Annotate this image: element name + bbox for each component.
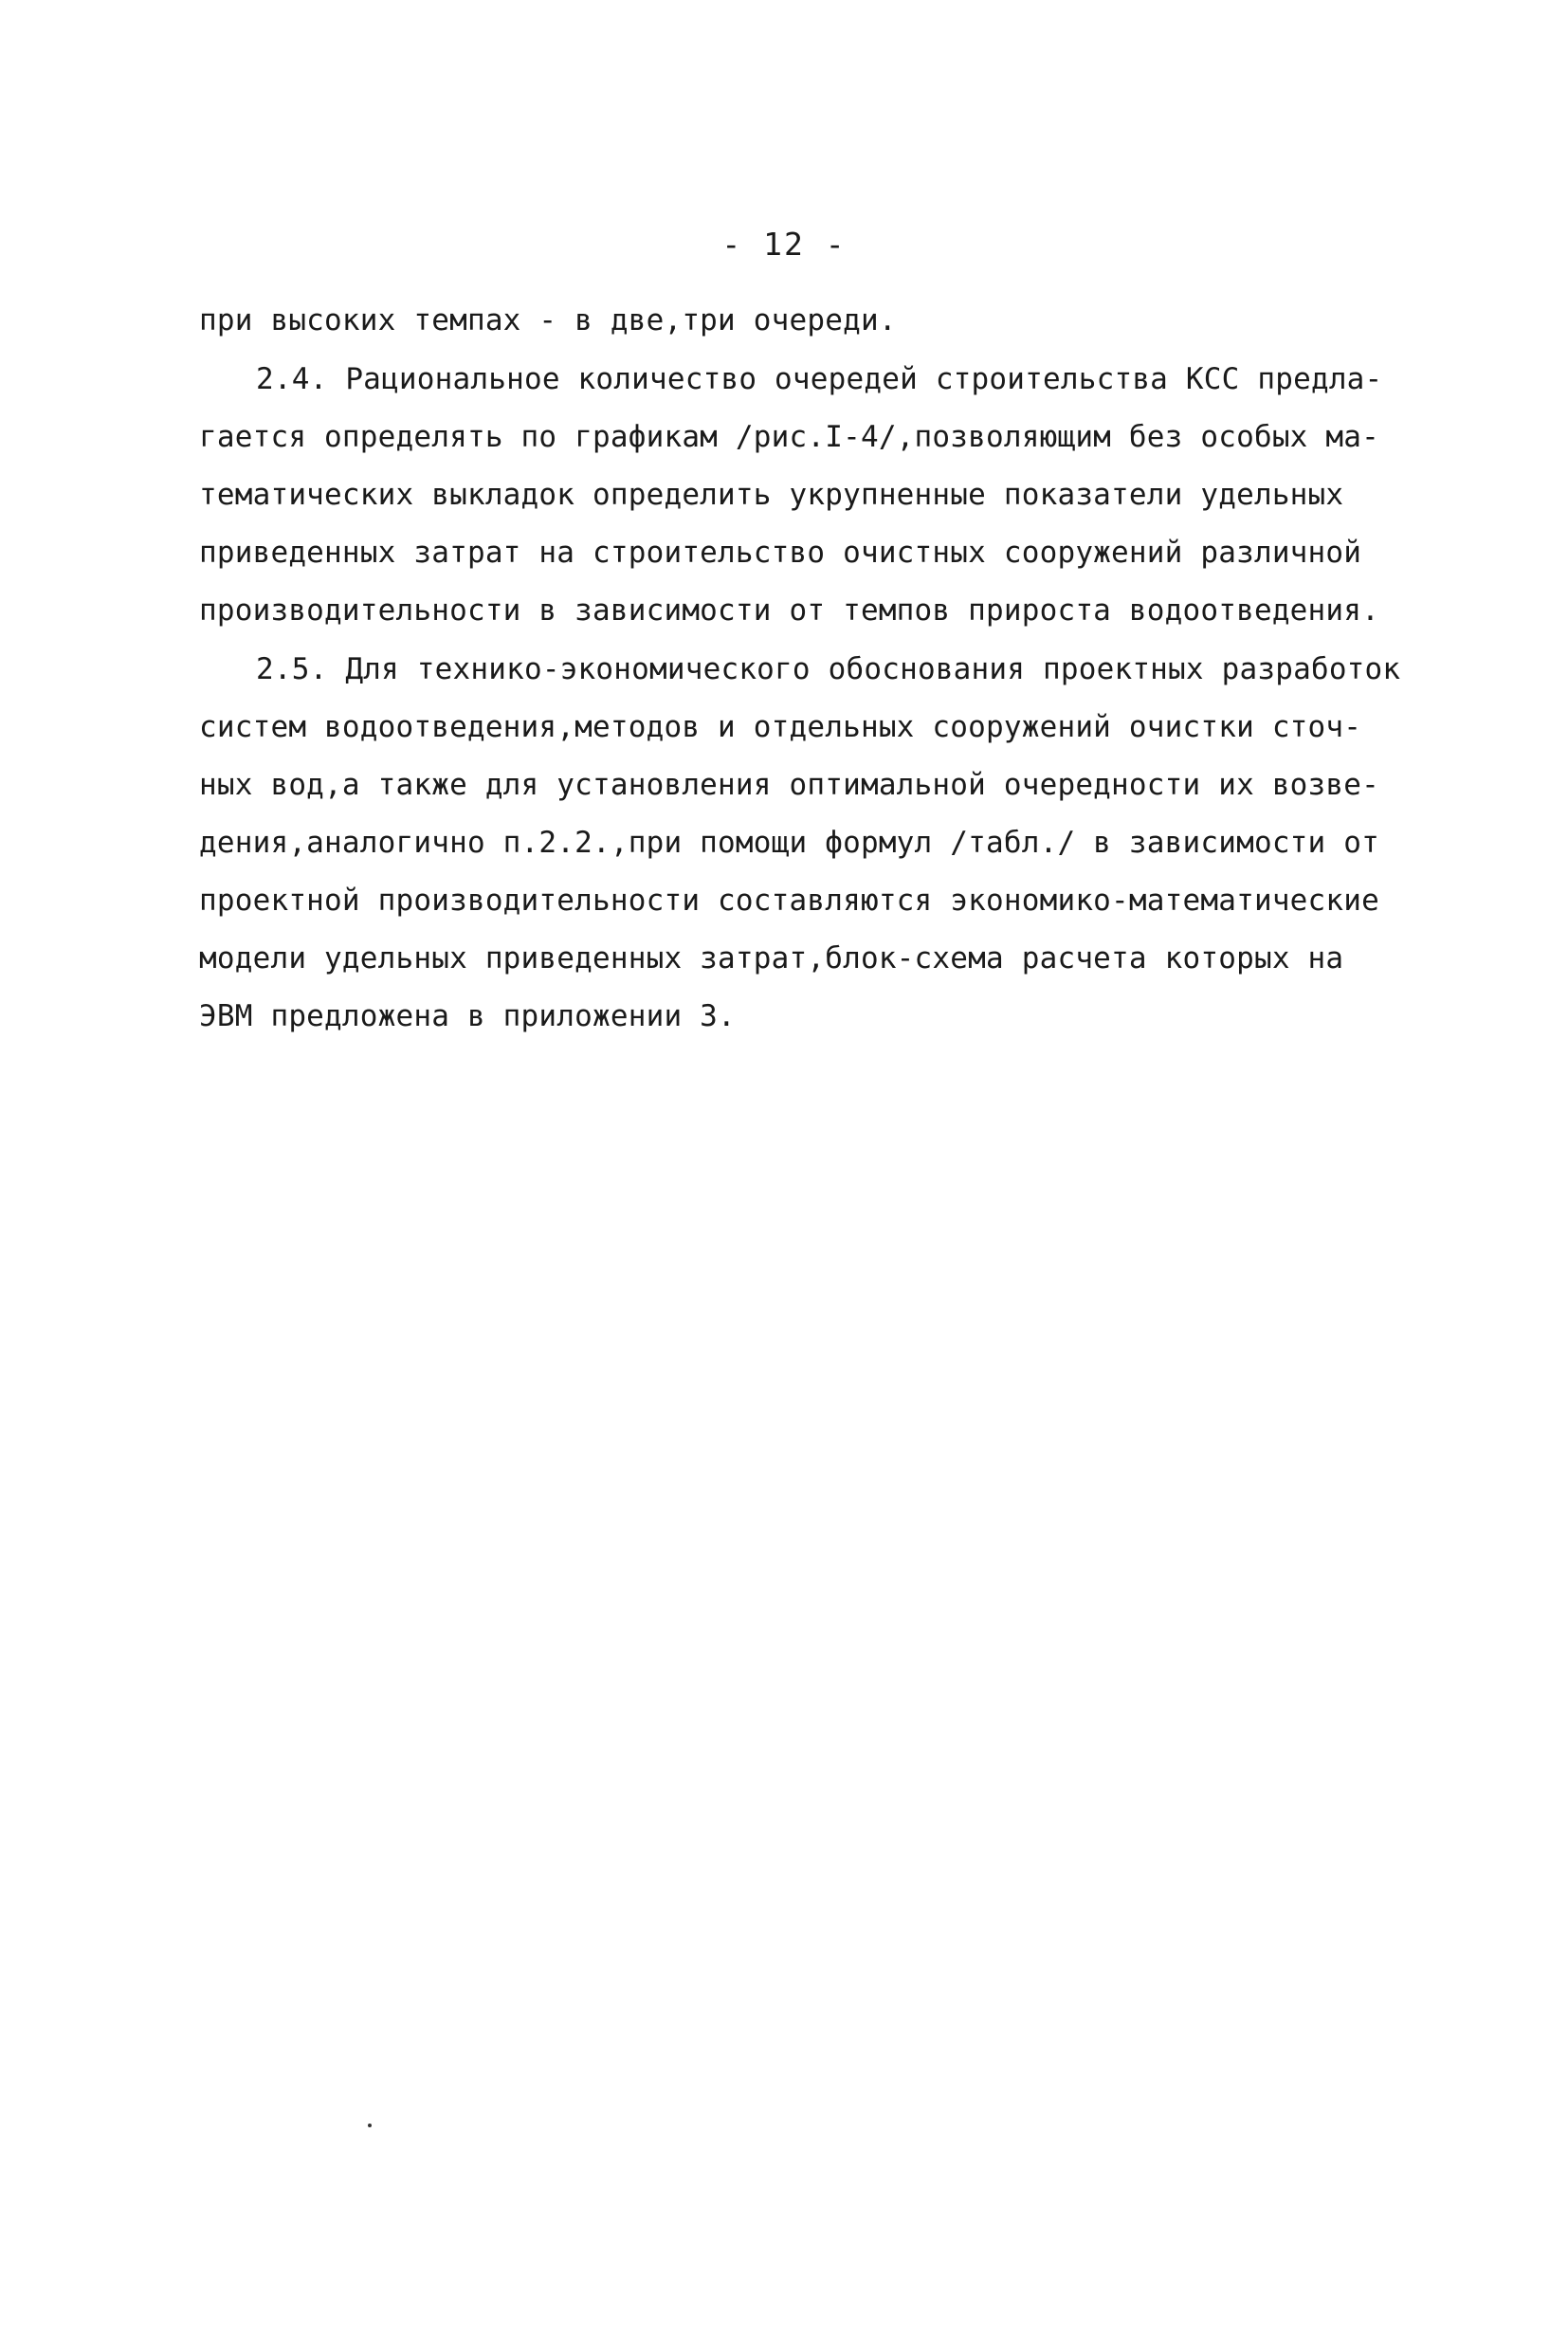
- text-line: ных вод,а также для установления оптимальной очередности их возве-: [199, 768, 1379, 802]
- text-line: дения,аналогично п.2.2.,при помощи формул /табл./ в зависимости от: [199, 826, 1379, 860]
- text-line: производительности в зависимости от темпов прироста водоотведения.: [199, 593, 1379, 628]
- text-line: модели удельных приведенных затрат,блок-схема расчета которых на: [199, 941, 1344, 975]
- text-line: проектной производительности составляются экономико-математические: [199, 884, 1379, 918]
- scan-speck: [368, 2124, 372, 2127]
- text-line: систем водоотведения,методов и отдельных сооружений очистки сточ-: [199, 710, 1362, 744]
- paragraph-2-4-line: 2.4. Рациональное количество очередей строительства КСС предла-: [256, 362, 1383, 396]
- text-line: при высоких темпах - в две,три очереди.: [199, 303, 897, 337]
- text-line: гается определять по графикам /рис.I-4/,позволяющим без особых ма-: [199, 420, 1379, 454]
- text-line: ЭВМ предложена в приложении 3.: [199, 999, 736, 1033]
- page-number: - 12 -: [721, 226, 847, 263]
- text-line: тематических выкладок определить укрупненные показатели удельных: [199, 478, 1344, 512]
- paragraph-2-5-line: 2.5. Для технико-экономического обоснования проектных разработок: [256, 652, 1401, 686]
- text-line: приведенных затрат на строительство очистных сооружений различной: [199, 536, 1362, 570]
